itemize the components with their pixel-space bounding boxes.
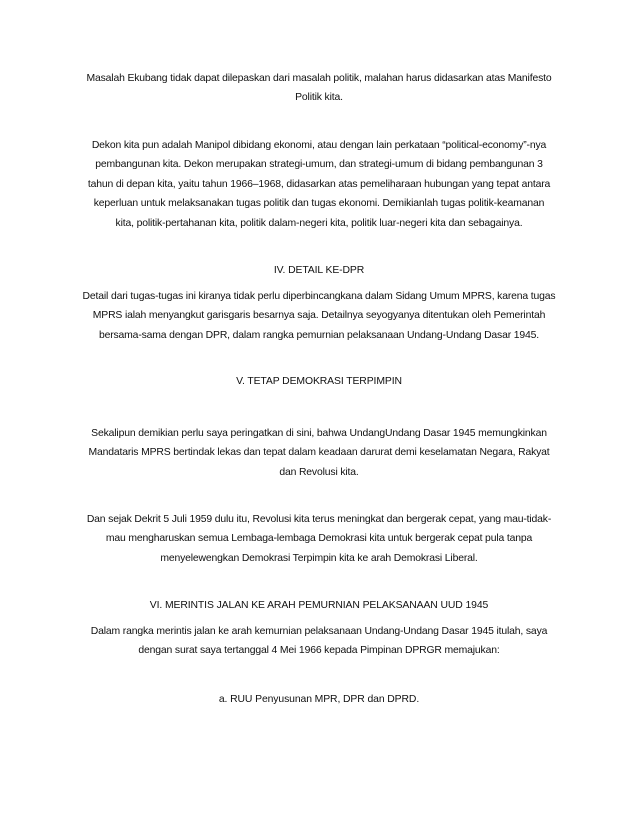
text-line: mau mengharuskan semua Lembaga-lembaga Demokrasi kita untuk bergerak cepat pula tanpa [105, 533, 533, 545]
section-heading-v: V. TETAP DEMOKRASI TERPIMPIN [236, 376, 402, 387]
text-line: Dekon kita pun adalah Manipol dibidang ekonomi, atau dengan lain perkataan “political-economy”-nya [91, 140, 547, 151]
text-line: dengan surat saya tertanggal 4 Mei 1966 kepada Pimpinan DPRGR memajukan: [138, 645, 500, 657]
text-line: dan Revolusi kita. [279, 466, 359, 478]
text-line: Detail dari tugas-tugas ini kiranya tidak perlu diperbincangkana dalam Sidang Umum MPRS, karena tugas [82, 291, 556, 302]
paragraph-sekalipun [60, 424, 578, 482]
text-line: Sekalipun demikian perlu saya peringatkan di sini, bahwa UndangUndang Dasar 1945 memungkinkan [91, 428, 547, 439]
text-line: Dan sejak Dekrit 5 Juli 1959 dulu itu, Revolusi kita terus meningkat dan bergerak cepat, yang mau-tidak- [86, 514, 552, 525]
text-line: Politik kita. [295, 92, 343, 104]
text-line: MPRS ialah menyangkut garisgaris besarnya saja. Detailnya seyogyanya ditentukan oleh Pemerintah [92, 310, 546, 322]
text-line: kita, politik-pertahanan kita, politik dalam-negeri kita, politik luar-negeri kita dan sebagainya. [115, 217, 523, 229]
list-item-a: a. RUU Penyusunan MPR, DPR dan DPRD. [218, 694, 420, 705]
paragraph-dekrit [60, 510, 578, 568]
paragraph-detail-dpr [60, 287, 578, 345]
text-line: bersama-sama dengan DPR, dalam rangka pemurnian pelaksanaan Undang-Undang Dasar 1945. [98, 329, 540, 341]
text-line: Masalah Ekubang tidak dapat dilepaskan dari masalah politik, malahan harus didasarkan atas Manifesto [86, 73, 552, 84]
paragraph-dekon [60, 136, 578, 233]
text-line: menyelewengkan Demokrasi Terpimpin kita ke arah Demokrasi Liberal. [160, 552, 478, 564]
text-line: Dalam rangka merintis jalan ke arah kemurnian pelaksanaan Undang-Undang Dasar 1945 itulah, saya [90, 626, 548, 637]
text-line: keperluan untuk melaksanakan tugas politik dan tugas ekonomi. Demikianlah tugas politik-keamanan [93, 198, 545, 210]
text-line: pembangunan kita. Dekon merupakan strategi-umum, dan strategi-umum di bidang pembangunan 3 [95, 159, 543, 171]
section-heading-vi: VI. MERINTIS JALAN KE ARAH PEMURNIAN PELAKSANAAN UUD 1945 [149, 600, 489, 611]
text-line: Mandataris MPRS bertindak lekas dan tepat dalam keadaan darurat demi keselamatan Negara, Rakyat [88, 447, 550, 459]
paragraph-ekubang [60, 69, 578, 108]
text-line: tahun di depan kita, yaitu tahun 1966–1968, didasarkan atas pemeliharaan hubungan yang tepat antara [87, 178, 551, 190]
paragraph-merintis [60, 622, 578, 661]
section-heading-iv: IV. DETAIL KE-DPR [273, 265, 365, 276]
